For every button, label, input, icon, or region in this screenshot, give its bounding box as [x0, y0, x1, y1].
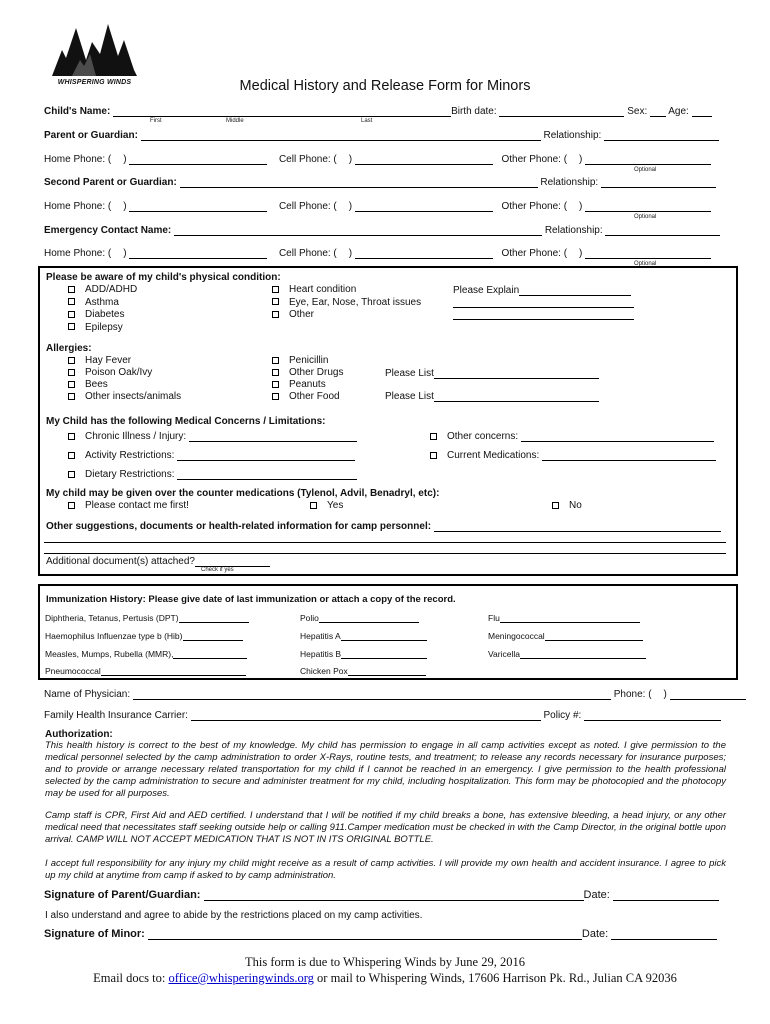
second-relationship-label: Relationship:	[540, 177, 599, 188]
logo-text: WHISPERING WINDS	[57, 79, 132, 86]
checkbox[interactable]	[68, 452, 75, 459]
last-hint: Last	[361, 118, 373, 124]
optional-hint-2: Optional	[634, 214, 657, 220]
parent-relationship-field[interactable]	[604, 129, 719, 141]
checkbox[interactable]	[68, 381, 75, 388]
other-phone-paren: )	[579, 154, 583, 165]
otc-contact-option[interactable]	[68, 500, 189, 511]
authorization-paragraph-3: I accept full responsibility for any injury my child might receive as a result of camp activities. I will provide my own health and accident insurance. I agree to pick up my child at anytime from camp if asked to by camp administration.	[45, 858, 726, 881]
dietary-field[interactable]	[177, 468, 357, 480]
minor-date-field[interactable]	[611, 928, 717, 940]
drugs-list-label: Please List	[385, 368, 434, 379]
home-phone-field[interactable]	[129, 200, 267, 212]
home-phone-paren: )	[123, 154, 127, 165]
second-relationship-field[interactable]	[601, 176, 716, 188]
physician-field[interactable]	[133, 688, 611, 700]
check-if-yes-hint: Check if yes	[201, 567, 234, 573]
vaccine-label: Measles, Mumps, Rubella (MMR),	[45, 649, 174, 659]
allergy-item[interactable]	[272, 355, 343, 367]
allergies-right-list	[272, 355, 343, 403]
activity-label: Activity Restrictions:	[85, 450, 175, 461]
birth-date-label: Birth date:	[451, 106, 497, 117]
other-concerns-field[interactable]	[521, 430, 714, 442]
otc-yes-label: Yes	[327, 500, 344, 511]
other-phone-paren: )	[579, 201, 583, 212]
condition-label: Diabetes	[85, 309, 125, 320]
immunization-cell	[488, 631, 643, 641]
explain-line-3[interactable]	[453, 309, 634, 320]
other-phone-field[interactable]	[585, 247, 711, 259]
physician-phone-paren: )	[663, 689, 667, 700]
vaccine-label: Hepatitis A	[300, 631, 341, 641]
additional-docs-label: Additional document(s) attached?	[46, 556, 195, 567]
cell-phone-field[interactable]	[355, 247, 493, 259]
other-phone-label: Other Phone: (	[501, 201, 568, 212]
home-phone-label: Home Phone: (	[44, 201, 112, 212]
chronic-row	[68, 430, 357, 442]
emergency-field[interactable]	[174, 224, 542, 236]
drugs-list-row	[385, 367, 599, 379]
food-list-row	[385, 390, 599, 402]
dietary-row	[68, 468, 357, 480]
restrictions-text: I also understand and agree to abide by the restrictions placed on my camp activities.	[45, 910, 423, 921]
other-concerns-row	[430, 430, 714, 442]
parent-date-label: Date:	[583, 889, 610, 901]
emergency-label: Emergency Contact Name:	[44, 225, 172, 236]
checkbox[interactable]	[68, 311, 75, 318]
allergy-item[interactable]	[68, 355, 181, 367]
checkbox[interactable]	[68, 433, 75, 440]
second-parent-label: Second Parent or Guardian:	[44, 177, 177, 188]
second-parent-field[interactable]	[180, 176, 538, 188]
suggestions-row	[46, 520, 721, 532]
immunization-heading: Immunization History: Please give date of last immunization or attach a copy of the record.	[46, 594, 456, 605]
allergies-left-list	[68, 355, 181, 403]
immunization-cell	[45, 631, 243, 641]
home-phone-paren: )	[123, 248, 127, 259]
checkbox[interactable]	[272, 357, 279, 364]
suggestions-line-3[interactable]	[44, 543, 726, 554]
childs-name-label: Child's Name:	[44, 106, 111, 117]
emergency-relationship-field[interactable]	[605, 224, 720, 236]
allergy-label: Penicillin	[289, 355, 329, 366]
otc-no-option[interactable]	[552, 500, 582, 511]
other-phone-label: Other Phone: (	[501, 154, 568, 165]
condition-label: Asthma	[85, 296, 119, 308]
parent-label: Parent or Guardian:	[44, 130, 138, 141]
parent-signature-field[interactable]	[204, 889, 584, 901]
explain-field[interactable]	[519, 284, 631, 296]
otc-heading: My child may be given over the counter medications (Tylenol, Advil, Benadryl, etc):	[46, 488, 440, 499]
allergy-item[interactable]	[272, 367, 343, 379]
checkbox[interactable]	[310, 502, 317, 509]
minor-signature-label: Signature of Minor:	[44, 928, 145, 940]
condition-item[interactable]	[68, 284, 137, 297]
minor-date-label: Date:	[581, 928, 609, 940]
parent-relationship-label: Relationship:	[543, 130, 602, 141]
second-parent-row	[44, 176, 726, 190]
explain-line-2[interactable]	[453, 297, 634, 308]
cell-phone-label: Cell Phone: (	[278, 154, 337, 165]
vaccine-date-field[interactable]	[348, 666, 426, 676]
mail-address: or mail to Whispering Winds, 17606 Harrison Pk. Rd., Julian CA 92036	[317, 971, 677, 985]
cell-phone-label: Cell Phone: (	[278, 201, 337, 212]
childs-name-field[interactable]	[113, 105, 451, 117]
concerns-heading-text: My Child has the following Medical Concerns / Limitations:	[46, 416, 326, 427]
age-field[interactable]	[692, 105, 712, 117]
tree-logo-icon	[52, 20, 137, 76]
condition-item[interactable]	[68, 297, 137, 310]
suggestions-label: Other suggestions, documents or health-related information for camp personnel:	[46, 521, 432, 532]
checkbox[interactable]	[430, 433, 437, 440]
meds-row	[430, 449, 716, 461]
immunization-cell	[300, 649, 427, 659]
immunization-cell	[45, 649, 247, 659]
activity-row	[68, 449, 355, 461]
vaccine-label: Varicella	[488, 649, 520, 659]
vaccine-date-field[interactable]	[319, 613, 419, 623]
email-notice	[0, 971, 770, 986]
vaccine-date-field[interactable]	[341, 649, 427, 659]
middle-hint: Middle	[226, 118, 244, 124]
immunization-cell	[300, 631, 427, 641]
physician-phone-field[interactable]	[670, 688, 746, 700]
checkbox[interactable]	[68, 369, 75, 376]
condition-item[interactable]	[272, 309, 421, 322]
policy-label: Policy #:	[543, 710, 582, 721]
parent-signature-label: Signature of Parent/Guardian:	[44, 889, 201, 901]
allergy-label: Other Drugs	[289, 367, 344, 378]
other-concerns-label: Other concerns:	[447, 431, 519, 442]
additional-docs-field[interactable]	[195, 555, 270, 567]
allergy-item[interactable]	[272, 391, 343, 403]
immunization-cell	[488, 649, 646, 659]
checkbox[interactable]	[272, 381, 279, 388]
other-phone-field[interactable]	[585, 200, 711, 212]
vaccine-label: Diphtheria, Tetanus, Pertusis (DPT)	[45, 613, 179, 623]
parent-signature-row	[44, 889, 726, 903]
allergies-heading: Allergies:	[46, 343, 92, 354]
condition-item[interactable]	[68, 309, 137, 322]
condition-item[interactable]	[272, 284, 421, 297]
checkbox[interactable]	[68, 298, 75, 305]
vaccine-label: Haemophilus Influenzae type b (Hib)	[45, 631, 183, 641]
condition-label: Other	[289, 309, 315, 320]
condition-label: ADD/ADHD	[85, 284, 138, 295]
checkbox[interactable]	[68, 502, 75, 509]
immunization-cell	[300, 613, 419, 623]
vaccine-date-field[interactable]	[173, 649, 247, 659]
otc-yes-option[interactable]	[310, 500, 343, 511]
home-phone-field[interactable]	[129, 247, 267, 259]
vaccine-label: Hepatitis B	[300, 649, 342, 659]
physician-phone-label: Phone: (	[613, 689, 652, 700]
childs-name-row	[44, 105, 726, 119]
checkbox[interactable]	[272, 286, 279, 293]
food-list-field[interactable]	[434, 390, 599, 402]
minor-signature-field[interactable]	[148, 928, 582, 940]
allergy-item[interactable]	[68, 379, 181, 391]
checkbox[interactable]	[68, 323, 75, 330]
optional-hint-1: Optional	[634, 167, 657, 173]
optional-hint-3: Optional	[634, 261, 657, 267]
cell-phone-label: Cell Phone: (	[278, 248, 337, 259]
explain-block	[453, 284, 631, 296]
other-phone-field[interactable]	[585, 153, 711, 165]
cell-phone-field[interactable]	[355, 200, 493, 212]
parent-date-field[interactable]	[613, 889, 719, 901]
home-phone-field[interactable]	[129, 153, 267, 165]
meds-field[interactable]	[542, 449, 716, 461]
allergy-label: Bees	[85, 379, 108, 390]
phones-row-2	[44, 200, 726, 214]
checkbox[interactable]	[272, 369, 279, 376]
immunization-cell	[488, 613, 640, 623]
birth-date-field[interactable]	[499, 105, 624, 117]
immunization-cell	[45, 613, 249, 623]
vaccine-label: Flu	[488, 613, 500, 623]
allergy-label: Peanuts	[289, 379, 326, 390]
allergy-label: Poison Oak/Ivy	[85, 367, 153, 378]
authorization-paragraph-1: This health history is correct to the best of my knowledge. My child has permission to engage in all camp activities except as noted. I give permission to the medical personnel selected by the camp administration to order X-Rays, routine tests, and treatment; to release any records necessary for insurance purposes; and to provide or arrange necessary related transportation for my child if I cannot be reached in an emergency. I give permission to the health professional selected by the camp administration to secure and administer treatment for my child, including hospitalization. This form may be photocopied and the photocopy may be used for all purposes.	[45, 740, 726, 799]
checkbox[interactable]	[68, 286, 75, 293]
vaccine-label: Polio	[300, 613, 319, 623]
insurance-field[interactable]	[191, 709, 541, 721]
sex-label: Sex:	[627, 106, 648, 117]
condition-label: Heart condition	[289, 284, 357, 295]
policy-field[interactable]	[584, 709, 721, 721]
checkbox[interactable]	[272, 298, 279, 305]
emergency-relationship-label: Relationship:	[544, 225, 603, 236]
drugs-list-field[interactable]	[434, 367, 599, 379]
food-list-label: Please List	[385, 391, 434, 402]
vaccine-date-field[interactable]	[183, 631, 243, 641]
allergy-item[interactable]	[272, 379, 343, 391]
vaccine-date-field[interactable]	[341, 631, 427, 641]
cell-phone-paren: )	[348, 201, 353, 212]
vaccine-date-field[interactable]	[520, 649, 646, 659]
condition-label: Epilepsy	[85, 321, 123, 333]
home-phone-label: Home Phone: (	[44, 248, 112, 259]
immunization-cell	[300, 666, 426, 676]
authorization-heading: Authorization:	[45, 729, 113, 740]
allergy-label: Other insects/animals	[85, 391, 182, 402]
emergency-row	[44, 224, 726, 238]
vaccine-label: Meningococcal	[488, 631, 545, 641]
home-phone-paren: )	[123, 201, 127, 212]
phones-row-1	[44, 153, 726, 167]
otc-no-label: No	[569, 500, 582, 511]
checkbox[interactable]	[68, 471, 75, 478]
checkbox[interactable]	[430, 452, 437, 459]
checkbox[interactable]	[68, 357, 75, 364]
insurance-row	[44, 709, 726, 723]
other-phone-label: Other Phone: (	[501, 248, 568, 259]
dietary-label: Dietary Restrictions:	[85, 469, 175, 480]
other-phone-paren: )	[579, 248, 583, 259]
checkbox[interactable]	[68, 393, 75, 400]
allergy-item[interactable]	[68, 391, 181, 403]
email-prefix: Email docs to:	[93, 971, 166, 985]
minor-signature-row	[44, 928, 726, 942]
vaccine-label: Pneumococcal	[45, 666, 101, 676]
checkbox[interactable]	[272, 311, 279, 318]
immunization-cell	[45, 666, 246, 676]
allergy-label: Other Food	[289, 391, 340, 402]
otc-contact-label: Please contact me first!	[85, 500, 189, 511]
insurance-label: Family Health Insurance Carrier:	[44, 710, 188, 721]
age-label: Age:	[668, 106, 689, 117]
chronic-field[interactable]	[189, 430, 357, 442]
physician-label: Name of Physician:	[44, 689, 131, 700]
sex-field[interactable]	[650, 105, 666, 117]
vaccine-label: Chicken Pox	[300, 666, 348, 676]
suggestions-field[interactable]	[434, 520, 721, 532]
due-date-notice: This form is due to Whispering Winds by June 29, 2016	[245, 955, 525, 969]
physician-row	[44, 688, 726, 702]
first-hint: First	[150, 118, 162, 124]
cell-phone-paren: )	[348, 248, 353, 259]
phones-row-3	[44, 247, 726, 261]
parent-field[interactable]	[141, 129, 541, 141]
vaccine-date-field[interactable]	[500, 613, 640, 623]
parent-row	[44, 129, 726, 143]
cell-phone-field[interactable]	[355, 153, 493, 165]
explain-label: Please Explain	[453, 285, 520, 296]
vaccine-date-field[interactable]	[101, 666, 246, 676]
concerns-heading	[46, 416, 325, 427]
condition-label: Eye, Ear, Nose, Throat issues	[289, 296, 422, 308]
condition-item[interactable]	[272, 297, 421, 310]
email-link[interactable]: office@whisperingwinds.org	[168, 971, 314, 985]
checkbox[interactable]	[272, 393, 279, 400]
allergy-item[interactable]	[68, 367, 181, 379]
chronic-label: Chronic Illness / Injury:	[85, 431, 187, 442]
vaccine-date-field[interactable]	[545, 631, 643, 641]
allergy-label: Hay Fever	[85, 355, 132, 366]
activity-field[interactable]	[177, 449, 355, 461]
authorization-paragraph-2: Camp staff is CPR, First Aid and AED certified. I understand that I will be notified if my child breaks a bone, has extensive bleeding, a head injury, or any other medical need that necessitates staff seeking outside help or calling 911.Camper medication must be checked in with the Camp Director, in the original bottle upon arrival. CAMP WILL NOT ACCEPT MEDICATION THAT IS NOT IN ITS ORIGINAL BOTTLE.	[45, 810, 726, 845]
form-title: Medical History and Release Form for Minors	[239, 78, 531, 94]
home-phone-label: Home Phone: (	[44, 154, 112, 165]
condition-item[interactable]	[68, 322, 137, 335]
cell-phone-paren: )	[348, 154, 353, 165]
checkbox[interactable]	[552, 502, 559, 509]
vaccine-date-field[interactable]	[179, 613, 249, 623]
condition-right-list	[272, 284, 421, 322]
condition-heading: Please be aware of my child's physical condition:	[46, 272, 281, 283]
additional-docs-row	[46, 555, 270, 567]
condition-left-list	[68, 284, 137, 334]
suggestions-line-2[interactable]	[44, 532, 726, 543]
meds-label: Current Medications:	[447, 450, 540, 461]
